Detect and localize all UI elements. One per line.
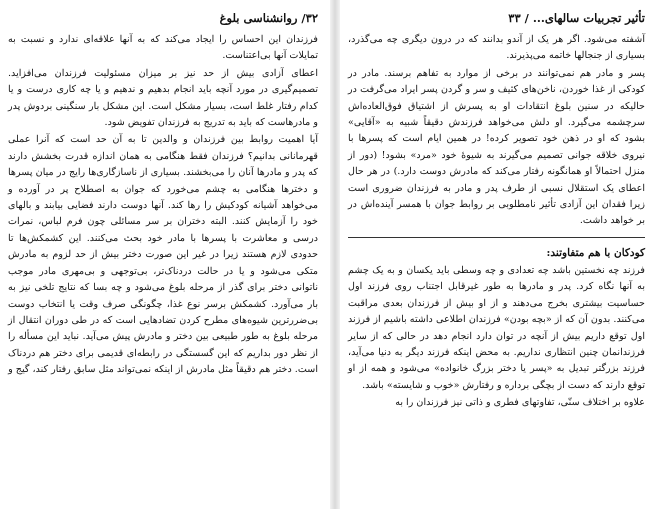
paragraph: فرزند چه نخستین باشد چه تعدادی و چه وسطی باید یکسان و به یک چشم به آنها نگاه کرد. پدر و مادرها به طور غیرقابل اجتناب روی فرزند اول حساسیت بیشتری بخرج می‌دهند و از او بیش از فرزندان بعدی مراقبت می‌کنند. بدون آن که از «بچه بودن» فرزندان اطلاعی داشته باشیم از فرزند اول توقع داریم بیش از آنچه در توان دارد انجام دهد در حالی که از سایر فرزندانمان چنین انتظاری نداریم. به محض اینکه فرزند دیگر به دنیا می‌آید، فرزند بزرگتر تبدیل به «پسر یا دختر بزرگ خانواده» می‌شود و همه از او توقع دارند که دست از بچگی برداره و رفتارش «خوب و شایسته» باشد. bbox=[348, 264, 645, 391]
paragraph: علاوه بر اختلاف سنّی، تفاوتهای فطری و ذاتی نیز فرزندان را به bbox=[395, 397, 645, 409]
paragraph: اعطای آزادی بیش از حد نیز بر میزان مسئولیت فرزندان می‌افزاید. تصمیم‌گیری در مورد آنچه باید انجام بدهیم و ندهیم و یا چه کاری درست و یا کدام رفتار غلط است، بسیار مشکل است. این مشکل بار سنگینی بردوش پدر و مادرهاست که باید به تدریج به فرزندان تفویض شود. bbox=[8, 67, 318, 129]
page-header: ۳۲/ روانشناسی بلوغ bbox=[219, 11, 318, 25]
book-gutter bbox=[330, 0, 340, 509]
paragraph: آیا اهمیت روابط بین فرزندان و والدین تا به آن حد است که آنرا عملی قهرمانانی بدانیم؟ فرزندان فقط هنگامی به همان اندازه قدرت بخشش دارند که پدر و مادرها آنان را می‌بخشند. بسیاری از ناسازگاری‌ها رایج در میان پسرها و دخترها هنگامی به چشم می‌خورد که جوان به اصطلاح پر در آورده و می‌خواهد آشیانه کودکیش را رها کند. آنها دوست دارند فضایی بیابند و بالهای خود را آزمایش کنند. البته دختران بر سر مسائلی چون فرم لباس، نمرات درسی و معاشرت با پسرها با مادر خود بحث می‌کنند. این کشمکش‌ها تا حدودی لازم هستند زیرا در غیر این صورت دختر بیش از حد لزوم به مادرش متکی می‌شود و یا در حالت دردناک‌تر، بی‌توجهی و بی‌مهری مادر موجب ناتوانی دختر برای گذر از مرحله بلوغ می‌شود و چه بسا که نتایج تلخی نیز به بار می‌آورد. کشمکش برسر نوع غذا، چگونگی صرف وقت یا انتخاب دوست بی‌ضررترین شیوه‌های مطرح کردن تضادهایی است که در طی دوران انتقال از مرحله بلوغ به طور طبیعی بین دختر و مادرش پیش می‌آید. نباید این مسأله را از نظر دور بداریم که این گسستگی در رابطه‌ای قدیمی برای دختر هم دردناک است. دختر هم دقیقاً مثل مادرش از اینکه نمی‌تواند مثل سابق رفتار کند، گیج و bbox=[8, 134, 318, 376]
section-divider bbox=[348, 237, 645, 238]
paragraph: آشفته می‌شود. اگر هر یک از آندو بدانند که در درون دیگری چه می‌گذرد، بسیاری از جنجالها خاتمه می‌پذیرند. bbox=[348, 34, 645, 62]
paragraph: پسر و مادر هم نمی‌توانند در برخی از موارد به تفاهم برسند. مادر در کودکی از غذا خوردن، ناخن‌های کثیف و سر و گردن پسر ایراد می‌گرفت در حالیکه در سنین بلوغ انتقادات او به پسرش از اشتیاق فوق‌العاده‌اش سرچشمه می‌گیرد. او دلش می‌خواهد فرزندش دقیقاً شبیه به «آقایی» بشود که او در ذهن خود تصویر کرده! در همین ایام است که پسرها با نیروی خلاقه جوانی تصمیم می‌گیرند به شیوهٔ خود «مرد» بشود! (دور از منزل احتمالاً او همانگونه رفتار می‌کند که مادرش دوست دارد.) در هر حال اعطای یک استقلال نسبی از طرف پدر و مادر به فرزندان ضروری است زیرا فقدان این آزادی تأثیر نامطلوبی بر روابط جوان با همسر آینده‌اش در بر خواهد داشت. bbox=[348, 67, 645, 227]
page-header: تأثیر تجربیات سالهای... / ۳۳ bbox=[508, 11, 645, 25]
section-heading: کودکان با هم متفاوتند: bbox=[546, 246, 645, 259]
right-page bbox=[340, 0, 659, 509]
paragraph: فرزندان این احساس را ایجاد می‌کند که به آنها علاقه‌ای ندارد و نسبت به تمایلات آنها بی‌اعتناست. bbox=[8, 34, 318, 62]
